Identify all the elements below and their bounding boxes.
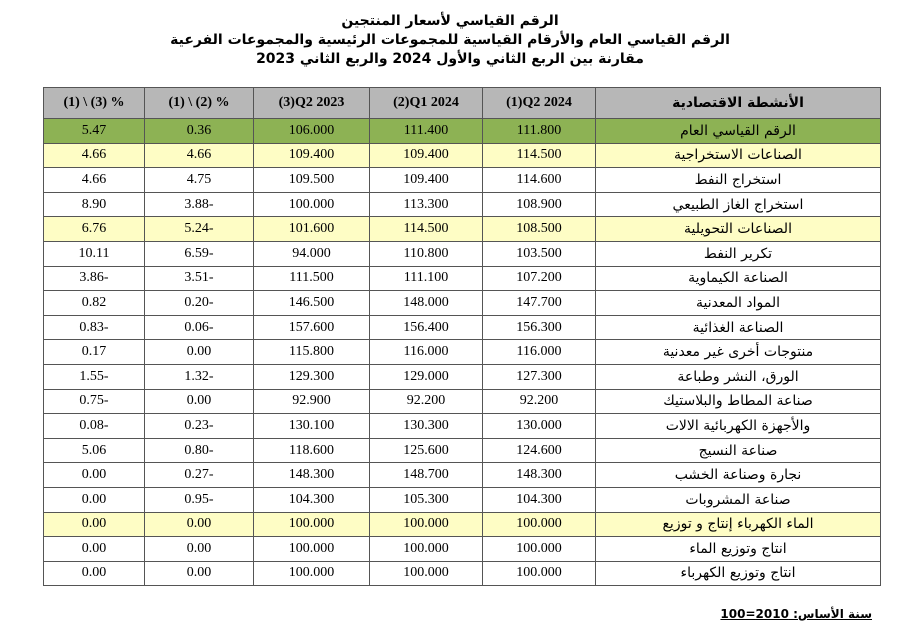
cell-activity: الرقم القياسي العام: [596, 119, 881, 144]
cell-q2-2024: 104.300: [483, 487, 596, 512]
table-row: [44, 291, 881, 316]
header-q1-2024: (2)Q1 2024: [370, 88, 483, 119]
cell-pct-3-1: 0.00: [44, 537, 145, 562]
cell-pct-3-1: 10.11: [44, 241, 145, 266]
cell-q2-2024: 156.300: [483, 315, 596, 340]
cell-q2-2024: 108.500: [483, 217, 596, 242]
cell-pct-3-1: 8.90: [44, 192, 145, 217]
cell-q2-2024: 108.900: [483, 192, 596, 217]
cell-q2-2024: 100.000: [483, 512, 596, 537]
cell-q2-2023: 101.600: [254, 217, 370, 242]
cell-pct-2-1: 6.59-: [145, 241, 254, 266]
cell-q2-2024: 147.700: [483, 291, 596, 316]
cell-pct-2-1: 0.27-: [145, 463, 254, 488]
cell-pct-3-1: 0.00: [44, 487, 145, 512]
cell-activity: المواد المعدنية: [596, 291, 881, 316]
cell-q2-2024: 111.800: [483, 119, 596, 144]
cell-q2-2024: 114.500: [483, 143, 596, 168]
cell-q1-2024: 105.300: [370, 487, 483, 512]
cell-activity: نجارة وصناعة الخشب: [596, 463, 881, 488]
cell-q2-2023: 109.400: [254, 143, 370, 168]
cell-pct-3-1: 0.75-: [44, 389, 145, 414]
cell-q1-2024: 125.600: [370, 438, 483, 463]
cell-pct-2-1: 0.20-: [145, 291, 254, 316]
cell-q1-2024: 92.200: [370, 389, 483, 414]
table-header-row: [44, 88, 881, 119]
cell-pct-3-1: 0.00: [44, 561, 145, 586]
table-row: [44, 438, 881, 463]
cell-q2-2023: 111.500: [254, 266, 370, 291]
cell-pct-2-1: 3.51-: [145, 266, 254, 291]
table-row: [44, 217, 881, 242]
cell-q1-2024: 156.400: [370, 315, 483, 340]
table-row: [44, 315, 881, 340]
cell-q2-2023: 100.000: [254, 192, 370, 217]
cell-pct-2-1: 3.88-: [145, 192, 254, 217]
cell-activity: انتاج وتوزيع الكهرباء: [596, 561, 881, 586]
cell-pct-3-1: 6.76: [44, 217, 145, 242]
cell-pct-3-1: 0.00: [44, 512, 145, 537]
cell-activity: انتاج وتوزيع الماء: [596, 537, 881, 562]
cell-q2-2023: 130.100: [254, 414, 370, 439]
table-row: [44, 266, 881, 291]
table-row: [44, 561, 881, 586]
cell-pct-2-1: 0.06-: [145, 315, 254, 340]
header-activities: الأنشطة الاقتصادية: [596, 88, 881, 119]
table-body: [44, 119, 881, 586]
cell-activity: الصناعات التحويلية: [596, 217, 881, 242]
cell-pct-2-1: 0.00: [145, 561, 254, 586]
table-row: [44, 364, 881, 389]
table-row: [44, 192, 881, 217]
cell-activity: استخراج النفط: [596, 168, 881, 193]
cell-pct-2-1: 0.00: [145, 389, 254, 414]
cell-q1-2024: 148.000: [370, 291, 483, 316]
cell-q1-2024: 100.000: [370, 512, 483, 537]
cell-q1-2024: 111.100: [370, 266, 483, 291]
table-row: [44, 168, 881, 193]
cell-q2-2023: 109.500: [254, 168, 370, 193]
cell-pct-2-1: 1.32-: [145, 364, 254, 389]
price-index-table: [43, 87, 881, 586]
cell-activity: استخراج الغاز الطبيعي: [596, 192, 881, 217]
cell-pct-2-1: 0.36: [145, 119, 254, 144]
cell-q2-2023: 100.000: [254, 561, 370, 586]
header-pct-2-1: (1) \ (2) %: [145, 88, 254, 119]
title-line-2: الرقم القياسي العام والأرقام القياسية للمجموعات الرئيسية والمجموعات الفرعية: [170, 32, 730, 48]
cell-pct-2-1: 4.66: [145, 143, 254, 168]
base-year-note: سنة الأساس: 2010=100: [720, 607, 872, 621]
header-q2-2024: (1)Q2 2024: [483, 88, 596, 119]
table-row: [44, 340, 881, 365]
title-line-1: الرقم القياسي لأسعار المنتجين: [341, 13, 559, 29]
cell-q2-2023: 129.300: [254, 364, 370, 389]
cell-activity: الصناعات الاستخراجية: [596, 143, 881, 168]
header-q2-2023: (3)Q2 2023: [254, 88, 370, 119]
cell-q2-2023: 104.300: [254, 487, 370, 512]
cell-q2-2023: 115.800: [254, 340, 370, 365]
cell-q1-2024: 113.300: [370, 192, 483, 217]
cell-q1-2024: 100.000: [370, 561, 483, 586]
cell-q2-2024: 107.200: [483, 266, 596, 291]
cell-pct-3-1: 3.86-: [44, 266, 145, 291]
table-row: [44, 414, 881, 439]
cell-pct-2-1: 0.00: [145, 537, 254, 562]
cell-pct-2-1: 0.00: [145, 340, 254, 365]
cell-activity: تكرير النفط: [596, 241, 881, 266]
cell-q2-2023: 118.600: [254, 438, 370, 463]
cell-q2-2024: 114.600: [483, 168, 596, 193]
cell-q2-2024: 100.000: [483, 537, 596, 562]
cell-q2-2024: 124.600: [483, 438, 596, 463]
cell-q2-2023: 157.600: [254, 315, 370, 340]
cell-activity: صناعة النسيج: [596, 438, 881, 463]
cell-q1-2024: 109.400: [370, 168, 483, 193]
cell-q2-2023: 100.000: [254, 537, 370, 562]
table-row: [44, 487, 881, 512]
cell-q1-2024: 110.800: [370, 241, 483, 266]
cell-activity: الماء الكهرباء إنتاج و توزيع: [596, 512, 881, 537]
cell-pct-2-1: 0.00: [145, 512, 254, 537]
cell-q1-2024: 129.000: [370, 364, 483, 389]
cell-activity: صناعة المطاط والبلاستيك: [596, 389, 881, 414]
cell-pct-3-1: 0.08-: [44, 414, 145, 439]
cell-activity: صناعة المشروبات: [596, 487, 881, 512]
cell-q2-2023: 146.500: [254, 291, 370, 316]
cell-pct-3-1: 0.17: [44, 340, 145, 365]
table-row: [44, 512, 881, 537]
cell-q2-2024: 127.300: [483, 364, 596, 389]
cell-pct-2-1: 0.23-: [145, 414, 254, 439]
cell-pct-3-1: 4.66: [44, 168, 145, 193]
cell-pct-2-1: 5.24-: [145, 217, 254, 242]
cell-q1-2024: 109.400: [370, 143, 483, 168]
table-row: [44, 143, 881, 168]
table-row: [44, 241, 881, 266]
table-row: [44, 389, 881, 414]
cell-q2-2023: 92.900: [254, 389, 370, 414]
cell-q1-2024: 100.000: [370, 537, 483, 562]
cell-pct-3-1: 0.00: [44, 463, 145, 488]
cell-pct-3-1: 5.47: [44, 119, 145, 144]
cell-q1-2024: 130.300: [370, 414, 483, 439]
table-row: [44, 537, 881, 562]
cell-pct-3-1: 0.83-: [44, 315, 145, 340]
cell-q2-2023: 100.000: [254, 512, 370, 537]
cell-q1-2024: 116.000: [370, 340, 483, 365]
table-row: [44, 119, 881, 144]
cell-pct-3-1: 4.66: [44, 143, 145, 168]
cell-q2-2023: 94.000: [254, 241, 370, 266]
cell-q2-2024: 103.500: [483, 241, 596, 266]
cell-q2-2023: 106.000: [254, 119, 370, 144]
document-title-block: [0, 12, 900, 69]
cell-pct-2-1: 0.80-: [145, 438, 254, 463]
cell-q2-2024: 148.300: [483, 463, 596, 488]
cell-activity: الصناعة الغذائية: [596, 315, 881, 340]
cell-activity: منتوجات أخرى غير معدنية: [596, 340, 881, 365]
cell-q2-2024: 116.000: [483, 340, 596, 365]
cell-pct-2-1: 4.75: [145, 168, 254, 193]
cell-activity: الورق، النشر وطباعة: [596, 364, 881, 389]
cell-q2-2023: 148.300: [254, 463, 370, 488]
cell-q2-2024: 92.200: [483, 389, 596, 414]
cell-pct-2-1: 0.95-: [145, 487, 254, 512]
cell-q1-2024: 148.700: [370, 463, 483, 488]
cell-pct-3-1: 5.06: [44, 438, 145, 463]
title-line-3: مقارنة بين الربع الثاني والأول 2024 والربع الثاني 2023: [256, 51, 644, 67]
cell-pct-3-1: 1.55-: [44, 364, 145, 389]
cell-q2-2024: 130.000: [483, 414, 596, 439]
cell-q2-2024: 100.000: [483, 561, 596, 586]
cell-activity: والأجهزة الكهربائية الالات: [596, 414, 881, 439]
cell-activity: الصناعة الكيماوية: [596, 266, 881, 291]
cell-q1-2024: 111.400: [370, 119, 483, 144]
header-pct-3-1: (1) \ (3) %: [44, 88, 145, 119]
cell-q1-2024: 114.500: [370, 217, 483, 242]
table-row: [44, 463, 881, 488]
cell-pct-3-1: 0.82: [44, 291, 145, 316]
